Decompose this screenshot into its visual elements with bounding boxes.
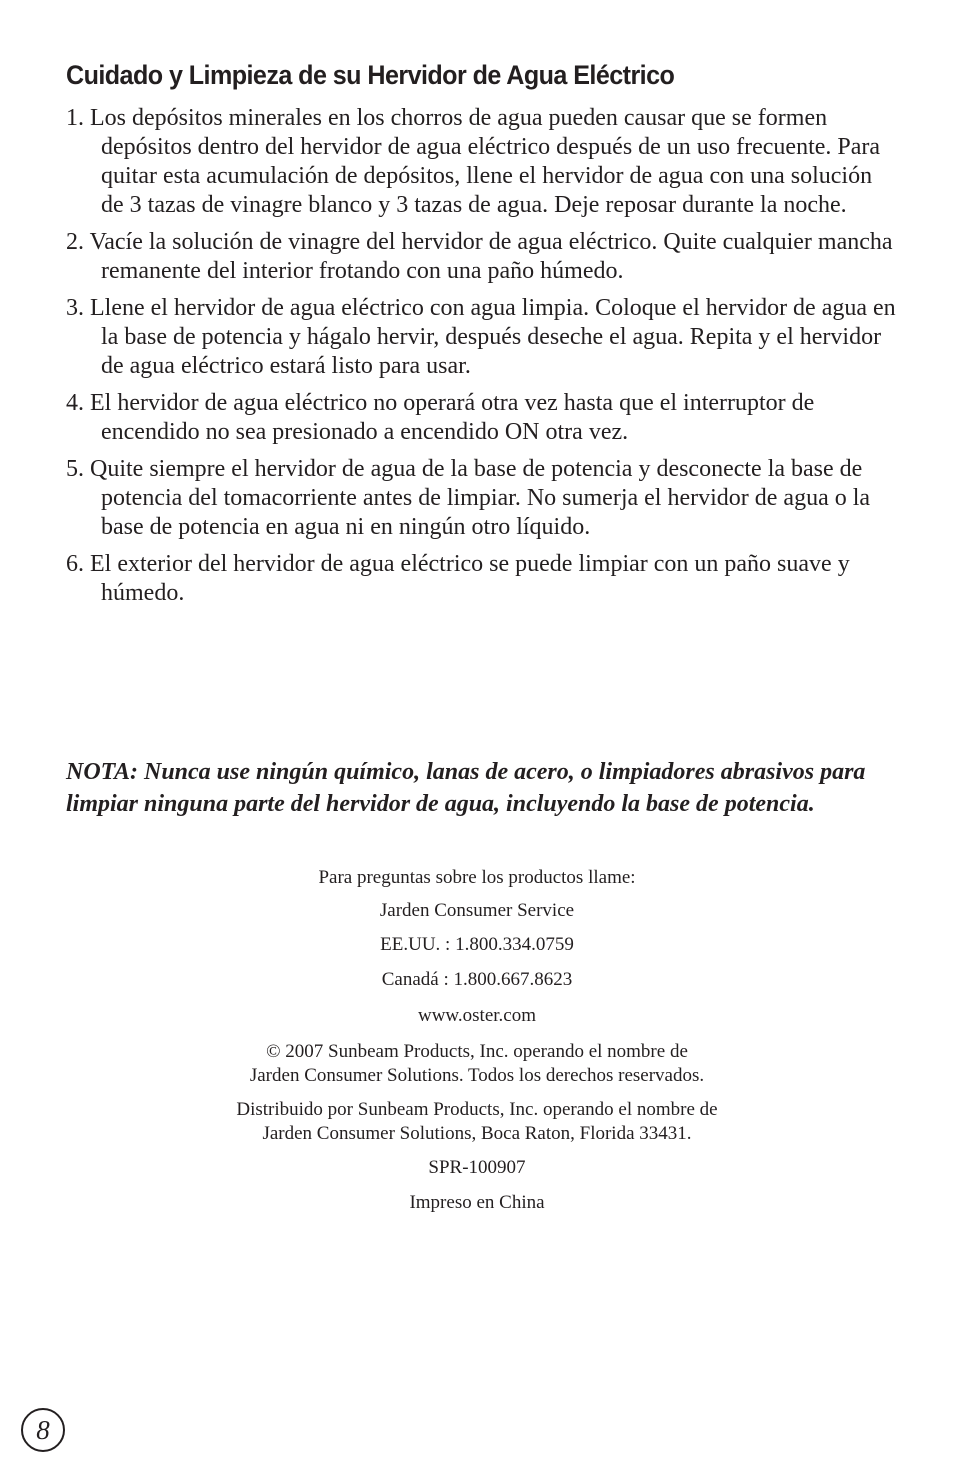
- distributor-line-1: Distribuido por Sunbeam Products, Inc. operando el nombre de: [236, 1099, 718, 1120]
- step-2: 2. Vacíe la solución de vinagre del hervidor de agua eléctrico. Quite cualquier mancha remanente del interior frotando con una paño húmedo.: [66, 229, 893, 284]
- step-6: 6. El exterior del hervidor de agua eléctrico se puede limpiar con un paño suave y húmedo.: [66, 551, 850, 606]
- product-code: SPR-100907: [428, 1157, 526, 1178]
- step-5: 5. Quite siempre el hervidor de agua de la base de potencia y desconecte la base de potencia del tomacorriente antes de limpiar. No sumerja el hervidor de agua o la base de potencia en agua ni en ningún otro líquido.: [66, 456, 871, 540]
- copyright-line-2: Jarden Consumer Solutions. Todos los derechos reservados.: [249, 1065, 705, 1086]
- website-link[interactable]: www.oster.com: [417, 1005, 537, 1026]
- service-name: Jarden Consumer Service: [379, 900, 575, 921]
- step-1: 1. Los depósitos minerales en los chorros de agua pueden causar que se formen depósitos dentro del hervidor de agua eléctrico después de un uso frecuente. Para quitar esta acumulación de depósitos, llene el hervidor de agua con una solución de 3 tazas de vinagre blanco y 3 tazas de agua. Deje reposar durante la noche.: [66, 105, 881, 218]
- page-number-badge: 8: [21, 1408, 65, 1452]
- cleaning-steps-list: [66, 104, 896, 616]
- warning-note: NOTA: Nunca use ningún químico, lanas de acero, o limpiadores abrasivos para limpiar ninguna parte del hervidor de agua, incluyendo la base de potencia.: [66, 759, 866, 817]
- copyright-line-1: © 2007 Sunbeam Products, Inc. operando el nombre de: [266, 1041, 688, 1062]
- page-title: Cuidado y Limpieza de su Hervidor de Agua Eléctrico: [66, 60, 675, 90]
- country-of-origin: Impreso en China: [409, 1192, 545, 1213]
- usa-phone: EE.UU. : 1.800.334.0759: [380, 934, 574, 955]
- distributor-line-2: Jarden Consumer Solutions, Boca Raton, Florida 33431.: [262, 1123, 692, 1144]
- step-4: 4. El hervidor de agua eléctrico no operará otra vez hasta que el interruptor de encendido no sea presionado a encendido ON otra vez.: [66, 390, 815, 445]
- contact-intro: Para preguntas sobre los productos llame:: [318, 867, 636, 888]
- step-3: 3. Llene el hervidor de agua eléctrico con agua limpia. Coloque el hervidor de agua en la base de potencia y hágalo hervir, después deseche el agua. Repita y el hervidor de agua eléctrico estará listo para usar.: [66, 295, 896, 379]
- canada-phone: Canadá : 1.800.667.8623: [381, 969, 573, 990]
